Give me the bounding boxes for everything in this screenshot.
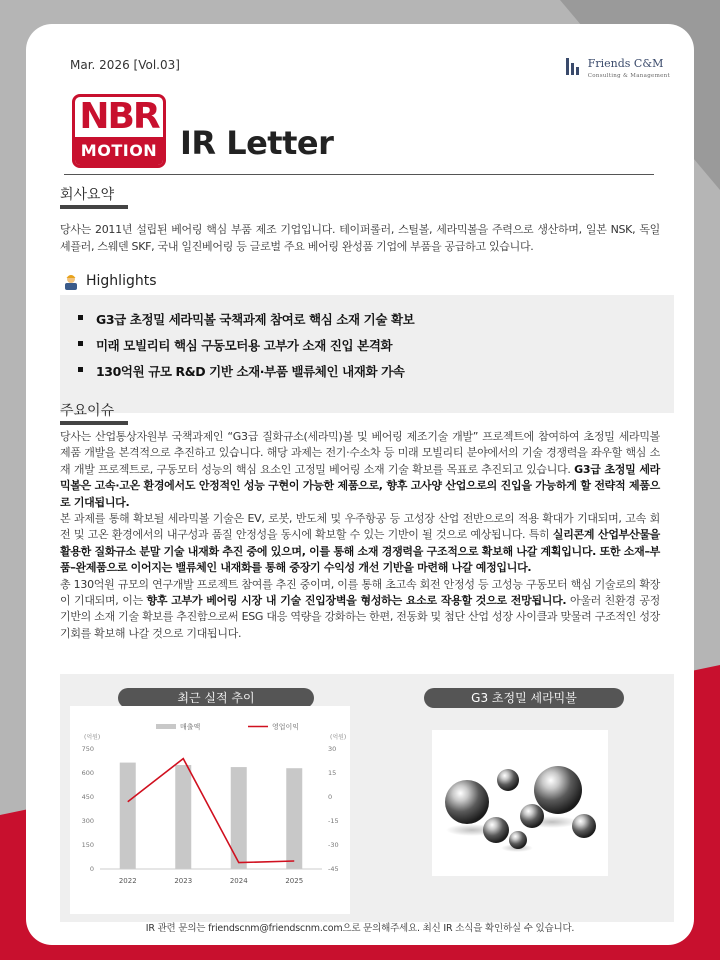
ceramic-ball [445,780,489,824]
ceramic-ball [520,804,544,828]
page-title: IR Letter [180,124,334,162]
logo-bottom-text: MOTION [75,137,163,165]
ir-letter-card [26,24,694,945]
performance-chart-title: 최근 실적 추이 [118,688,314,708]
y-tick-label: 0 [89,865,94,873]
performance-chart-svg [70,706,350,914]
friends-cm-mark-icon [566,58,582,75]
performance-chart [70,706,350,914]
x-tick-label: 2023 [174,877,193,885]
y2-axis-label: (억원) [330,734,347,741]
issues-heading-bar [60,421,128,425]
nbr-motion-logo [72,94,166,168]
y2-tick-label: 15 [328,769,337,777]
revenue-bar [175,765,191,869]
legend-revenue-label: 매출액 [180,723,201,731]
highlight-item: 미래 모빌리티 핵심 구동모터용 고부가 소재 진입 본격화 [78,336,392,354]
ceramic-ball [497,769,519,791]
operating-profit-line [128,759,295,863]
ceramic-ball [534,766,582,814]
highlight-item: 130억원 규모 R&D 기반 소재·부품 밸류체인 내재화 가속 [78,362,404,380]
legend-profit-label: 영업이익 [272,723,300,731]
title-divider [64,174,654,175]
issues-p1-bold: G3급 초정밀 세라믹볼은 고속·고온 환경에서도 안정적인 성능 구현이 가능한 제품으로, 향후 고사양 산업으로의 진입을 가능하게 할 전략적 제품으로 기대됩니다. [60,462,660,509]
logo-top-text: NBR [79,96,159,137]
ceramic-ball [509,831,527,849]
y-tick-label: 300 [81,817,94,825]
legend-revenue-swatch [156,724,176,729]
x-tick-label: 2022 [118,877,137,885]
summary-heading-bar [60,205,128,209]
y2-tick-label: -15 [328,817,339,825]
issues-p1: 당사는 산업통상자원부 국책과제인 “G3급 질화규소(세라믹)볼 및 베어링 제조기술 개발” 프로젝트에 참여하여 초정밀 세라믹볼 제품 개발을 본격적으로 추진하고 있습니다. 해당 과제는 전기·수소차 등 미래 모빌리티 분야에서의 기술 경쟁력을 좌우할 핵심 소재 개발 프로젝트로, 구동모터 성능의 핵심 요소인 고정밀 베어링 소재 기술 확보를 목표로 추진되고 있습니다. [60,430,660,476]
y-axis-label: (억원) [84,734,101,741]
y-tick-label: 450 [81,793,94,801]
y2-tick-label: 30 [328,745,337,753]
summary-heading: 회사요약 [60,187,115,203]
footer-text: IR 관련 문의는 friendscnm@friendscnm.com으로 문의해주세요. 최신 IR 소식을 확인하실 수 있습니다. [145,923,575,934]
summary-text: 당사는 2011년 설립된 베어링 핵심 부품 제조 기업입니다. 테이퍼롤러, 스틸볼, 세라믹볼을 주력으로 생산하며, 일본 NSK, 독일 셰플러, 스웨덴 SKF, 국내 일진베어링 등 글로벌 주요 베어링 완성품 기업에 부품을 공급하고 있습니다. [60,223,660,253]
highlight-item: G3급 초정밀 세라믹볼 국책과제 참여로 핵심 소재 기술 확보 [78,310,414,328]
issues-p3-tail: 아울러 친환경 공정 기반의 소재 기술 확보를 추진함으로써 ESG 대응 역량을 강화하는 한편, 전동화 및 첨단 산업 성장 사이클과 맞물려 구조적인 성장 기회를 확보해 나갈 것으로 기대됩니다. [60,594,660,640]
friends-cm-logo [566,58,670,82]
brand-sub: Consulting & Management [587,73,670,79]
y-tick-label: 600 [81,769,94,777]
ceramic-ball [572,814,596,838]
revenue-bar [286,768,302,869]
ceramic-ball-photo [432,730,608,876]
revenue-bar [120,763,136,869]
y2-tick-label: 0 [328,793,333,801]
ceramic-ball [483,817,509,843]
x-tick-label: 2025 [285,877,304,885]
y-tick-label: 150 [81,841,94,849]
person-icon [62,272,80,290]
issues-p2: 본 과제를 통해 확보될 세라믹볼 기술은 EV, 로봇, 반도체 및 우주항공 등 고성장 산업 전반으로의 적용 확대가 기대되며, 고속 회전 및 고온 환경에서의 내구성과 품질 안정성을 동시에 확보할 수 있는 기반이 될 것으로 예상됩니다. 특히 [60,512,660,542]
x-tick-label: 2024 [229,877,248,885]
issues-text [60,429,660,642]
chart-section [60,674,674,922]
issues-p3: 총 130억원 규모의 연구개발 프로젝트 참여를 추진 중이며, 이를 통해 초고속 회전 안정성 등 고성능 구동모터 핵심 기술로의 확장이 기대되며, 이는 [60,577,660,608]
brand-name: Friends C&M [587,57,664,70]
issues-p2-bold: 실리콘계 산업부산물을 활용한 질화규소 분말 기술 내재화 추진 중에 있으며, 이를 통해 소재 경쟁력을 구조적으로 확보해 나갈 계획입니다. 또한 소재–부품–완제품으로 이어지는 밸류체인 내재화를 통해 중장기 수익성 개선 기반을 마련해 나갈 예정입니다. [60,528,660,575]
issue-label: Mar. 2026 [Vol.03] [70,58,180,72]
highlights-heading-text: Highlights [86,273,157,289]
ceramic-ball-title: G3 초정밀 세라믹볼 [424,688,624,708]
issues-heading: 주요이슈 [60,403,115,419]
y2-tick-label: -45 [328,865,339,873]
y2-tick-label: -30 [328,841,339,849]
issues-p3-bold: 향후 고부가 베어링 시장 내 기술 진입장벽을 형성하는 요소로 작용할 것으로 전망됩니다. [146,594,567,608]
y-tick-label: 750 [81,745,94,753]
highlights-heading [62,272,157,290]
